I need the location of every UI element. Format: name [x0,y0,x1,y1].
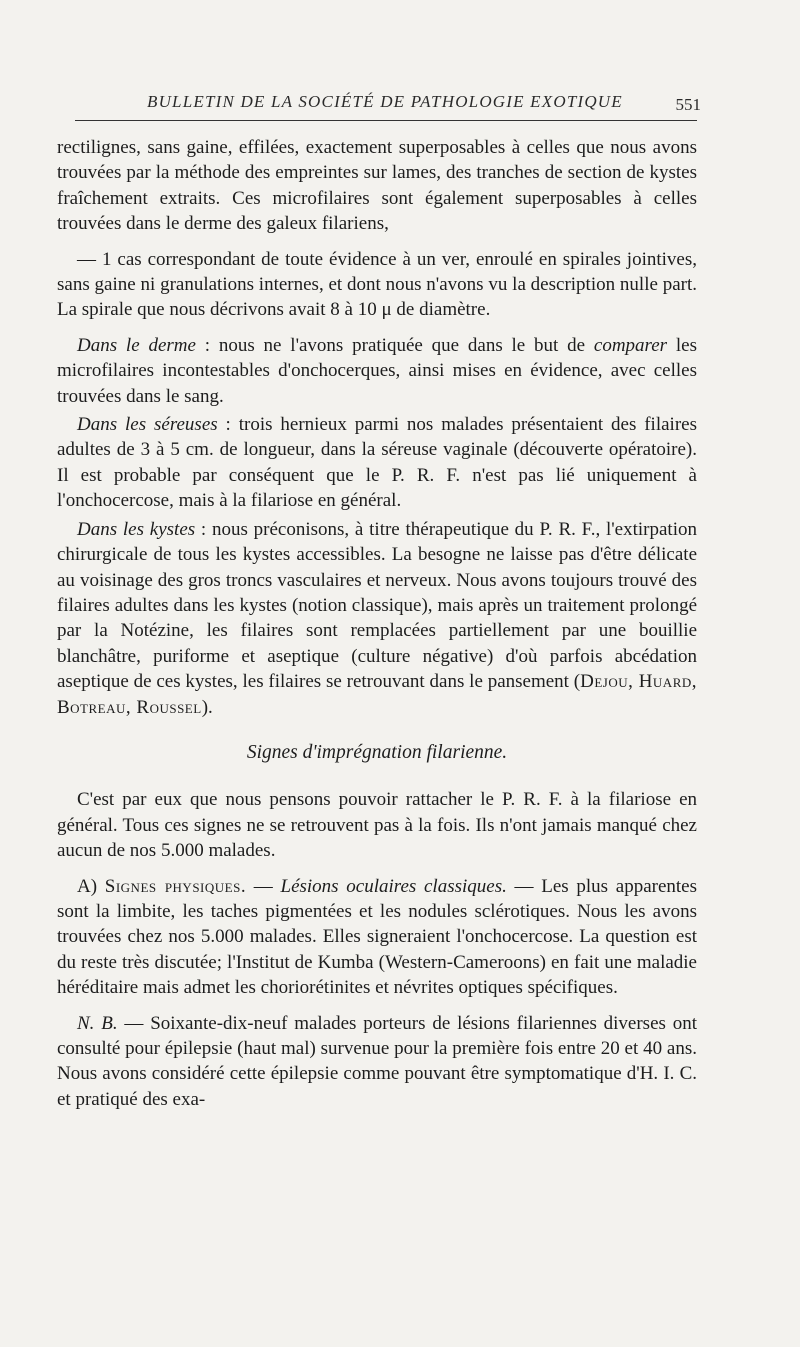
body-text [57,135,697,1122]
paragraph-kystes-text: : nous préconisons, à titre thérapeutique du P. R. F., l'extirpation chirurgicale de tous les kystes accessibles. La besogne ne laisse pas d'être délicate au voisinage des gros troncs vasculaires et nerveux. Nous avons toujours trouvé des filaires adultes dans les kystes (notion classique), mais après un traitement prolongé par la Notézine, les filaires sont remplacées partiellement par une bouillie blanchâtre, puriforme et aseptique (culture négative) d'où parfois abcédation aseptique de ces kystes, les filaires se retrouvant dans le pansement ( [57,518,697,693]
paragraph-derme-text-b: les microfilaires incontestables d'onchocerques, ainsi mises en évidence, avec celles trouvées dans le sang. [57,334,697,407]
subsection-heading: Signes physiques. [104,875,247,897]
paragraph-6: C'est par eux que nous pensons pouvoir rattacher le P. R. F. à la filariose en général. Tous ces signes ne se retrouvent pas à la fois. Ils n'ont jamais manqué chez aucun de nos 5.000 malades. [57,789,697,862]
subheading-derme: Dans le derme [77,334,196,356]
paragraph-nb-text: — Soixante-dix-neuf malades porteurs de lésions filariennes diverses ont consulté pour épilepsie (haut mal) survenue pour la première fois entre 20 et 40 ans. Nous avons considéré cette épilepsie comme pouvant être symptomatique d'H. I. C. et pratiqué des exa- [57,1012,697,1110]
paragraph-derme [57,333,697,409]
paragraph-1: rectilignes, sans gaine, effilées, exactement superposables à celles que nous avons trouvées par la méthode des empreintes sur lames, des tranches de section de kystes fraîchement extraits. Ces microfilaires sont également superposables à celles trouvées dans le derme des galeux filariens, [57,137,697,235]
subheading-kystes: Dans les kystes [77,518,196,540]
nota-bene: N. B. [77,1012,118,1034]
running-title: BULLETIN DE LA SOCIÉTÉ DE PATHOLOGIE EXOTIQUE [147,92,623,111]
paragraph-signes-text: — Les plus apparentes sont la limbite, les taches pigmentées et les nodules sclérotiques. Nous les avons trouvées chez nos 5.000 malades. Elles signeraient l'onchocercose. La question est du reste très discutée; l'Institut de Kumba (Western-Cameroons) en fait une maladie héréditaire mais admet les choriorétinites et névrites optiques spécifiques. [57,875,698,999]
page-header [75,92,701,121]
author-citation: Dejou, Huard, Botreau, Roussel [57,671,698,718]
paragraph-kystes [57,517,697,720]
paragraph-kystes-end: ). [201,696,213,718]
subheading-sereuses: Dans les séreuses [77,414,218,436]
paragraph-derme-text-a: : nous ne l'avons pratiquée que dans le but de [195,334,594,356]
emphasis-comparer: comparer [593,334,668,356]
paragraph-signes-physiques [57,874,697,1001]
paragraph-sereuses-text: : trois hernieux parmi nos malades présentaient des filaires adultes de 3 à 5 cm. de longueur, dans la séreuse vaginale (découverte opératoire). Il est probable par conséquent que le P. R. F. n'est pas lié uniquement à l'onchocercose, mais à la filariose en général. [57,414,697,512]
subsection-italic-title: Lésions oculaires classiques. [280,875,507,897]
paragraph-2: — 1 cas correspondant de toute évidence à un ver, enroulé en spirales jointives, sans gaine ni granulations internes, et dont nous n'avons vu la description nulle part. La spirale que nous décrivons avait 8 à 10 μ de diamètre. [57,248,697,321]
section-label: A) [77,875,105,897]
paragraph-sereuses [57,412,697,514]
page-number: 551 [675,95,701,114]
section-title: Signes d'imprégnation filarienne. [246,741,508,763]
paragraph-nb [57,1011,697,1113]
dash: — [246,875,281,897]
